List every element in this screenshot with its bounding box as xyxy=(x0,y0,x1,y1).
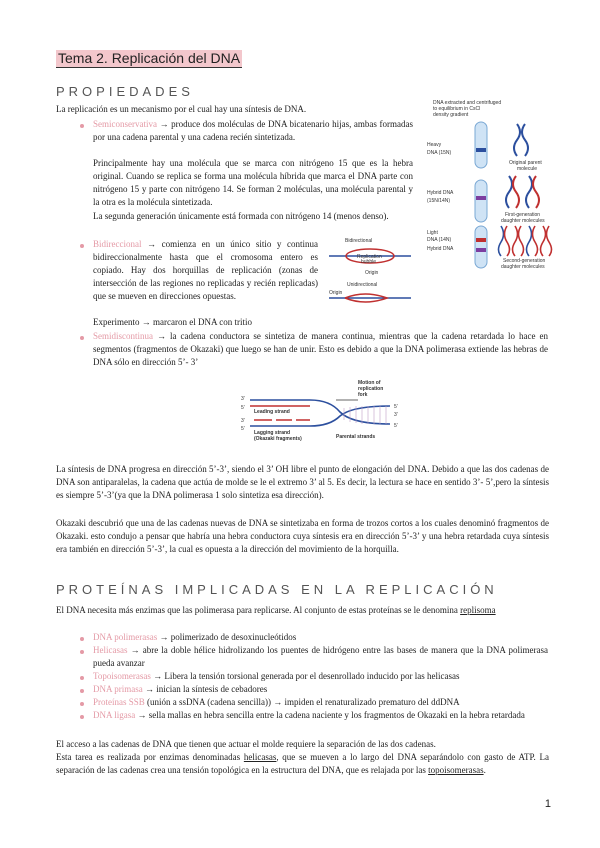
protein-term: Topoisomerasas xyxy=(93,671,151,681)
protein-term: DNA primasa xyxy=(93,684,143,694)
dna-band xyxy=(476,248,486,252)
heavy-label: Heavy xyxy=(427,142,442,148)
helicasas-term: helicasas xyxy=(243,752,277,762)
list-item xyxy=(93,644,548,670)
bubble-label-2: bubble xyxy=(361,259,377,265)
second-label: Second-generation xyxy=(503,258,546,264)
closing-part: Esta tarea es realizada por enzimas denominadas xyxy=(56,752,244,762)
hybrid-label-2: (15N/14N) xyxy=(427,198,451,204)
end-5-label: 5’ xyxy=(241,426,245,432)
first-label: First-generation xyxy=(505,212,541,218)
closing-text-1: El acceso a las cadenas de DNA que tienen que actuar el molde requiere la separación de las dos cadenas. xyxy=(56,739,436,749)
bullet-marker xyxy=(80,650,84,654)
list-item xyxy=(93,631,548,644)
semiconservativa-paragraph-2: La segunda generación únicamente está formada con nitrógeno 14 (menos denso). xyxy=(93,211,389,221)
motion-label-2: replication xyxy=(358,386,384,392)
bubble-label: Replication xyxy=(357,254,382,260)
synthesis-paragraph: La síntesis de DNA progresa en dirección 5’-3’, siendo el 3’ OH libre el punto de elongación del DNA. Debido a que las dos cadenas de DNA son antiparalelas, la cadena que actúa de molde se le el extremo 3’ al 5. Es decir, la lectura se hace en sentido 3’- 5’,pero la síntesis es siempre 5’-3’(ya que la DNA polimerasa 1 solo sintetiza esa dirección). xyxy=(56,464,549,500)
fig-caption-1: DNA extracted and centrifuged xyxy=(433,100,502,106)
protein-text: → sella mallas en hebra sencilla entre la cadena naciente y los fragmentos de Okazaki en la hebra retardada xyxy=(135,710,525,720)
protein-text: (unión a ssDNA (cadena sencilla)) → impiden el renaturalizado prematuro del ddDNA xyxy=(144,697,460,707)
bullet-marker xyxy=(80,244,84,248)
bullet-marker xyxy=(80,689,84,693)
fig-caption-3: density gradient xyxy=(433,112,469,118)
orig-label-2: molecule xyxy=(517,166,538,172)
leading-label: Leading strand xyxy=(254,409,290,415)
page-number: 1 xyxy=(544,798,551,810)
heavy-label-2: DNA (15N) xyxy=(427,150,452,156)
end-3-label: 3’ xyxy=(241,418,245,424)
replisoma-term: replisoma xyxy=(460,605,496,615)
lagging-label-2: (Okazaki fragments) xyxy=(254,436,302,442)
intro-text: La replicación es un mecanismo por el cual hay una síntesis de DNA. xyxy=(56,104,307,114)
second-gen-helix xyxy=(499,226,552,256)
topoisomerasas-term: topoisomerasas xyxy=(428,765,484,775)
hybrid-label: Hybrid DNA xyxy=(427,190,454,196)
parental-label: Parental strands xyxy=(336,434,376,440)
bullet-marker xyxy=(80,336,84,340)
bidi-label: Bidirectional xyxy=(345,238,373,244)
fig-caption-2: to equilibrium in CsCl xyxy=(433,106,481,112)
centrifuge-tube xyxy=(475,226,487,268)
semidiscontinua-term: Semidiscontinua xyxy=(93,331,153,341)
lagging-label: Lagging strand xyxy=(254,430,291,436)
closing-text-2 xyxy=(56,751,549,777)
bullet-marker xyxy=(80,637,84,641)
light-label: Light xyxy=(427,230,438,236)
okazaki-paragraph: Okazaki descubrió que una de las cadenas nuevas de DNA se sintetizaba en forma de trozos cortos a los cuales denominó fragmentos de Okazaki. esto condujo a pensar que habría una hebra conductora cuya síntesis era en dirección 5’-3’ y una hebra retardada cuya síntesis era también en dirección 5’-3’, la cual es opuesta a la dirección del movimiento de la horquilla. xyxy=(56,518,549,554)
bullet-marker xyxy=(80,676,84,680)
orig-label: Original parent xyxy=(509,160,542,166)
hybrid2-label: Hybrid DNA xyxy=(427,246,454,252)
protein-text: → abre la doble hélice hidrolizando los puentes de hidrógeno entre las bases de manera que la DNA polimerasa pueda avanzar xyxy=(93,645,548,668)
parent-molecule-helix xyxy=(514,124,528,156)
semidiscontinua-item xyxy=(93,330,548,369)
end-5-label: 5’ xyxy=(241,405,245,411)
bidirectional-diagram xyxy=(325,236,415,316)
semiconservativa-text: → produce dos moléculas de DNA bicatenario hijas, ambas formadas por una cadena parental y una cadena recién sintetizada. xyxy=(93,119,413,142)
protein-term: DNA ligasa xyxy=(93,710,136,720)
motion-label-3: fork xyxy=(358,392,368,398)
protein-text: → Libera la tensión torsional generada por el desenrollado inducido por las helicasas xyxy=(150,671,460,681)
section-heading-proteinas: PROTEÍNAS IMPLICADAS EN LA REPLICACIÓN xyxy=(56,582,498,597)
list-item xyxy=(93,696,548,709)
list-item xyxy=(93,683,548,696)
replication-fork-figure xyxy=(240,378,410,446)
experimento-text: Experimento → marcaron el DNA con tritio xyxy=(93,317,252,327)
protein-term: Helicasas xyxy=(93,645,128,655)
motion-label: Motion of xyxy=(358,380,381,386)
semiconservativa-item xyxy=(93,118,413,144)
light-label-2: DNA (14N) xyxy=(427,237,452,243)
semiconservativa-term: Semiconservativa xyxy=(93,119,157,129)
end-3-label: 3’ xyxy=(241,396,245,402)
meselson-stahl-figure xyxy=(425,98,560,270)
protein-term: DNA polimerasas xyxy=(93,632,158,642)
centrifuge-tube xyxy=(475,180,487,222)
protein-text: → inician la síntesis de cebadores xyxy=(142,684,268,694)
semiconservativa-paragraph: Principalmente hay una molécula que se marca con nitrógeno 15 que es la hebra original. Cuando se replica se forma una molécula híbrida que marca el DNA parte con nitrógeno 15 y parte con nitrógeno 14. Se forman 2 moléculas, una molécula parental y la otra es la molécula sintetizada. xyxy=(93,158,413,207)
protein-text: → polimerizado de desoxinucleótidos xyxy=(157,632,297,642)
semidiscontinua-text: → la cadena conductora se sintetiza de manera continua, mientras que la cadena retardada lo hace en segmentos (fragmentos de Okazaki) que luego se han de unir. Esto es debido a que la DNA polimerasa extiende las hebras de DNA sólo en dirección 5’- 3’ xyxy=(93,331,548,367)
protein-term: Proteínas SSB xyxy=(93,697,145,707)
closing-part: , que se mueven a lo largo del DNA separándolo con gasto de ATP. La separación de las cadenas crea una tensión topológica en la estructura del DNA, que es relajada por las xyxy=(56,752,549,775)
first-label-2: daughter molecules xyxy=(501,218,545,224)
replisoma-paragraph xyxy=(56,604,549,617)
page-title: Tema 2. Replicación del DNA xyxy=(58,50,241,66)
unidirectional-label: Unidirectional xyxy=(347,282,378,288)
centrifuge-tube xyxy=(475,122,487,168)
end-3-label: 3’ xyxy=(394,412,398,418)
closing-part: . xyxy=(483,765,486,775)
dna-band xyxy=(476,196,486,200)
bullet-marker xyxy=(80,124,84,128)
origin-label: Origin xyxy=(365,270,379,276)
bidireccional-item xyxy=(93,238,318,303)
dna-band xyxy=(476,238,486,242)
first-gen-helix xyxy=(506,176,539,208)
bullet-marker xyxy=(80,702,84,706)
bullet-marker xyxy=(80,715,84,719)
second-label-2: daughter molecules xyxy=(501,264,545,270)
origin-label-2: Origin xyxy=(329,290,343,296)
replisoma-text: El DNA necesita más enzimas que las polimerasa para replicarse. Al conjunto de estas proteínas se le denomina xyxy=(56,605,458,615)
end-5-label: 5’ xyxy=(394,404,398,410)
list-item xyxy=(93,670,548,683)
list-item xyxy=(93,709,548,722)
dna-band xyxy=(476,148,486,152)
base-pairs xyxy=(344,406,386,424)
bidireccional-term: Bidireccional xyxy=(93,239,142,249)
end-5-label: 5’ xyxy=(394,423,398,429)
bidireccional-text: → comienza en un único sitio y continua bidireccionalmente hasta que el cromosoma entero es copiado. Hay dos horquillas de replicación (zonas de intersección de las regiones no replicadas y recién replicadas) que se mueven en direcciones opuestas. xyxy=(93,239,318,301)
section-heading-propiedades: PROPIEDADES xyxy=(56,84,194,99)
